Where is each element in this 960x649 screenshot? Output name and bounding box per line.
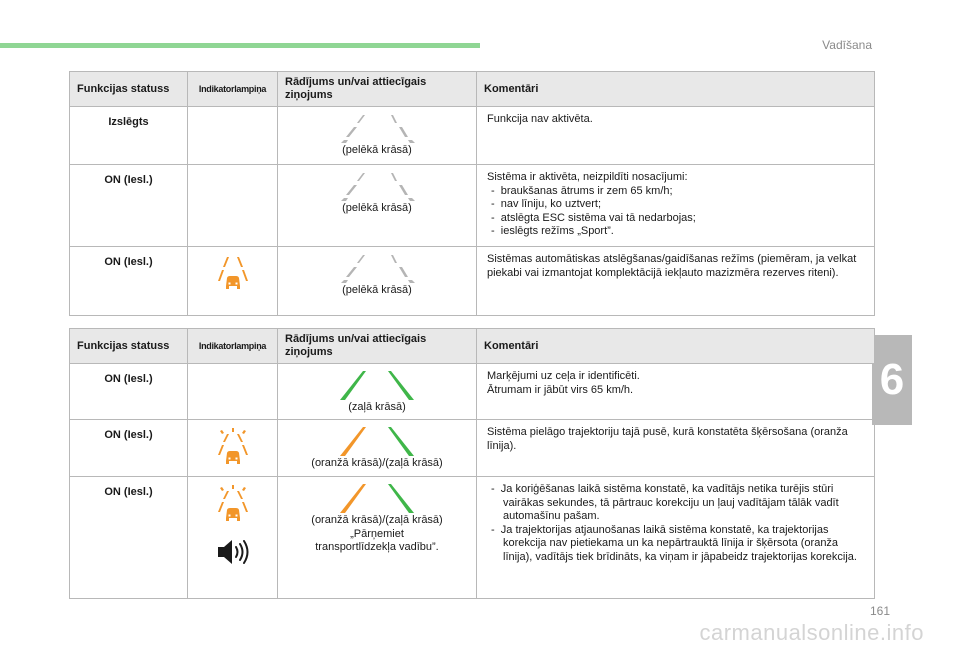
status-table-2 <box>69 328 875 599</box>
comment-cell: Sistēma pielāgo trajektoriju tajā pusē, kurā konstatēta šķērsošana (oranža līnija). <box>477 420 875 477</box>
indicator-cell <box>188 477 278 599</box>
display-message: „Pārņemiet transportlīdzekļa vadību”. <box>315 528 439 553</box>
lane-lines-grey-icon <box>329 253 425 283</box>
header-indicator: Indikatorlampiņa <box>188 72 278 107</box>
lane-lines-grey-icon <box>329 113 425 143</box>
display-caption: (zaļā krāsā) <box>348 401 406 413</box>
header-indicator: Indikatorlampiņa <box>188 329 278 364</box>
top-accent-bar <box>0 43 480 48</box>
display-caption: (oranžā krāsā)/(zaļā krāsā) <box>311 457 443 469</box>
lane-lines-green-icon <box>329 370 425 400</box>
table-row <box>70 364 875 420</box>
indicator-cell <box>188 165 278 247</box>
header-comments: Komentāri <box>477 72 875 107</box>
chapter-tab: 6 <box>872 335 912 425</box>
indicator-cell <box>188 420 278 477</box>
display-cell <box>278 364 477 420</box>
table-row <box>70 247 875 316</box>
lane-lines-orange-green-icon <box>329 426 425 456</box>
status-cell: ON (Iesl.) <box>70 364 188 420</box>
status-cell: ON (Iesl.) <box>70 165 188 247</box>
header-status: Funkcijas statuss <box>70 72 188 107</box>
display-caption: (pelēkā krāsā) <box>342 202 412 214</box>
status-table-1 <box>69 71 875 316</box>
indicator-cell <box>188 364 278 420</box>
header-comments: Komentāri <box>477 329 875 364</box>
speaker-sound-icon <box>216 538 250 566</box>
header-display: Rādījums un/vai attiecīgais ziņojums <box>278 329 477 364</box>
display-caption: (oranžā krāsā)/(zaļā krāsā) <box>311 514 443 526</box>
comment-cell: Sistēma ir aktivēta, neizpildīti nosacījumi: - braukšanas ātrums ir zem 65 km/h; - nav līniju, ko uztvert; - atslēgta ESC sistēma vai tā nedarbojas; - ieslēgts režīms „Sport”. <box>477 165 875 247</box>
display-caption: (pelēkā krāsā) <box>342 284 412 296</box>
comment-cell: - Ja koriģēšanas laikā sistēma konstatē, ka vadītājs netika turējis stūri vairākas sekundes, tā pārtrauc korekciju un ļauj vadītājam tālāk vadīt automašīnu pašam. - Ja trajektorijas atjaunošanas laikā sistēma konstatē, ka trajektorijas korekcija nav pietiekama un ka nepārtrauktā līnija ir šķērsota (oranža līnija), vadītājs tiek brīdināts, ka viņam ir jāpabeidz trajektorijas korekcija. <box>477 477 875 599</box>
table-row <box>70 107 875 165</box>
status-cell: ON (Iesl.) <box>70 247 188 316</box>
status-cell: ON (Iesl.) <box>70 420 188 477</box>
header-status: Funkcijas statuss <box>70 329 188 364</box>
display-cell <box>278 420 477 477</box>
table-row <box>70 477 875 599</box>
lane-keep-correcting-lamp-icon <box>215 428 251 466</box>
comment-cell: Marķējumi uz ceļa ir identificēti. Ātrumam ir jābūt virs 65 km/h. <box>477 364 875 420</box>
comment-cell: Sistēmas automātiskas atslēgšanas/gaidīšanas režīms (piemēram, ja velkat piekabi vai izmantojat komplektācijā iekļauto mazizmēra rezerves riteni). <box>477 247 875 316</box>
table-row <box>70 165 875 247</box>
lane-lines-orange-green-icon <box>329 483 425 513</box>
lane-keep-standby-lamp-icon <box>215 255 251 291</box>
comment-cell: Funkcija nav aktivēta. <box>477 107 875 165</box>
display-cell <box>278 107 477 165</box>
page-number: 161 <box>869 604 890 618</box>
display-cell <box>278 165 477 247</box>
indicator-cell <box>188 247 278 316</box>
lane-keep-correcting-lamp-icon <box>215 485 251 523</box>
section-title: Vadīšana <box>822 38 872 52</box>
display-cell <box>278 477 477 599</box>
header-display: Rādījums un/vai attiecīgais ziņojums <box>278 72 477 107</box>
display-caption: (pelēkā krāsā) <box>342 144 412 156</box>
display-cell <box>278 247 477 316</box>
table-row <box>70 420 875 477</box>
status-cell: Izslēgts <box>70 107 188 165</box>
watermark: carmanualsonline.info <box>699 620 924 645</box>
indicator-cell <box>188 107 278 165</box>
status-cell: ON (Iesl.) <box>70 477 188 599</box>
lane-lines-grey-icon <box>329 171 425 201</box>
